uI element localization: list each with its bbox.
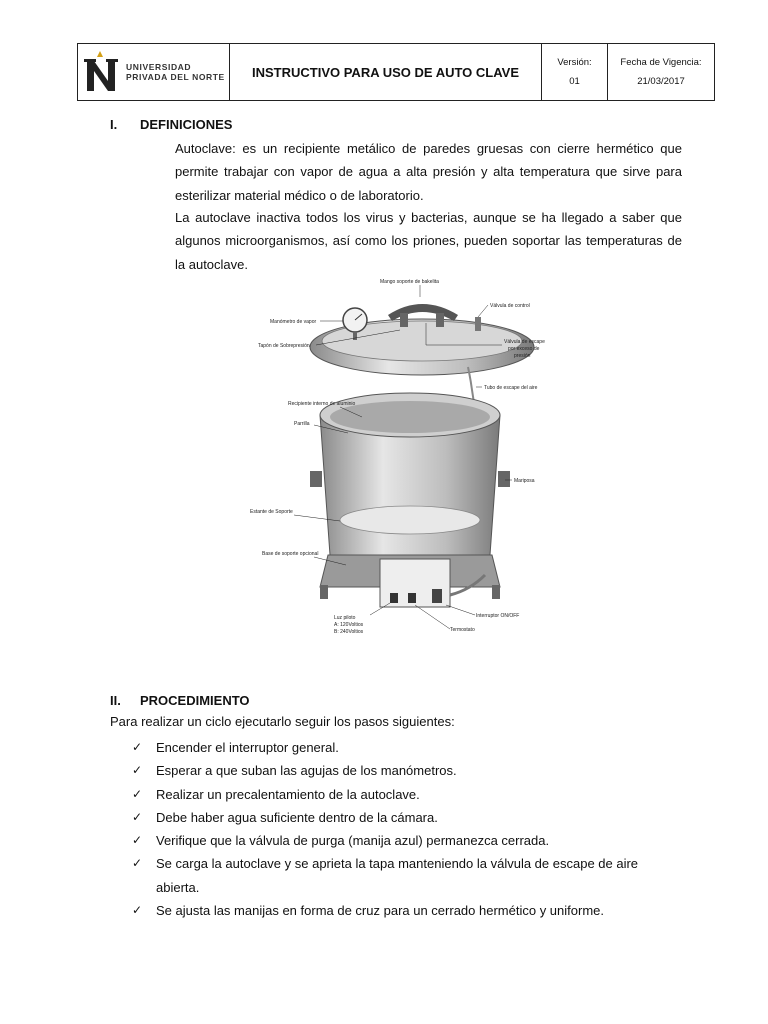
list-item [132,829,684,852]
date-cell [608,44,714,100]
list-item [132,759,684,782]
logo-line-1: UNIVERSIDAD [126,62,192,72]
label-base: Base de soporte opcional [262,551,319,557]
procedure-intro: Para realizar un ciclo ejecutarlo seguir los pasos siguientes: [110,714,455,729]
checkmark-icon: ✓ [132,833,143,848]
section-2-number: II. [110,693,121,708]
list-item [132,899,684,922]
procedure-steps [132,736,684,922]
date-label: Fecha de Vigencia: [620,57,702,68]
label-interruptor: Interruptor ON/OFF [476,613,520,619]
logo-line-2: PRIVADA DEL NORTE [126,72,225,82]
checkmark-icon: ✓ [132,809,143,824]
step-text: Realizar un precalentamiento de la autoclave. [156,786,420,802]
step-text: Se carga la autoclave y se aprieta la tapa manteniendo la válvula de escape de aire abierta. [156,856,639,895]
label-valvula-escape-2: por exceso de [508,346,540,352]
date-value: 21/03/2017 [637,76,685,87]
autoclave-diagram [250,275,550,645]
step-text: Debe haber agua suficiente dentro de la cámara. [156,809,438,825]
checkmark-icon: ✓ [132,903,143,918]
definition-paragraph-1: Autoclave: es un recipiente metálico de paredes gruesas con cierre hermético que permite trabajar con vapor de agua a alta presión y alta temperatura que sirve para esterilizar material médico o de laboratorio. [175,141,682,203]
version-value: 01 [569,76,580,87]
document-title: INSTRUCTIVO PARA USO DE AUTO CLAVE [230,44,542,100]
label-tubo: Tubo de escape del aire [484,385,538,391]
section-1-heading [110,117,232,132]
label-luz-1: Luz piloto [334,615,356,621]
label-luz-2: A: 120Voltios [334,622,364,628]
checkmark-icon: ✓ [132,740,143,754]
label-valvula-control: Válvula de control [490,303,530,309]
label-valvula-escape-1: Válvula de escape [504,339,545,345]
version-cell [542,44,608,100]
list-item [132,806,684,829]
section-2-title: PROCEDIMIENTO [140,693,250,708]
label-luz-3: B: 240Voltios [334,629,364,635]
list-item [132,852,684,899]
section-2-heading [110,693,250,708]
checkmark-icon: ✓ [132,763,143,778]
checkmark-icon: ✓ [132,856,143,871]
logo-text [126,62,225,82]
step-text: Esperar a que suban las agujas de los manómetros. [156,763,457,779]
label-recipiente: Recipiente interno de aluminio [288,401,356,407]
label-valvula-escape-3: presión [514,353,531,359]
label-parrilla: Parrilla [294,421,310,427]
label-manometro: Manómetro de vapor [270,319,317,325]
document-header [77,43,715,101]
label-estante: Estante de Soporte [250,509,293,515]
label-termostato: Termostato [450,627,475,633]
version-label: Versión: [557,57,592,68]
logo-cell [78,44,230,100]
checkmark-icon: ✓ [132,786,143,801]
label-mango: Mango soporte de bakelita [380,279,439,285]
section-1-number: I. [110,117,118,132]
university-logo-icon [84,49,120,95]
list-item [132,783,684,806]
step-text: Encender el interruptor general. [156,740,339,755]
step-text: Verifique que la válvula de purga (manija azul) permanezca cerrada. [156,833,550,849]
definition-paragraph-2: La autoclave inactiva todos los virus y bacterias, aunque se ha llegado a saber que algunos microorganismos, así como los priones, pueden soportar las temperaturas de la autoclave. [175,210,682,272]
step-text: Se ajusta las manijas en forma de cruz para un cerrado hermético y uniforme. [156,903,604,919]
label-mariposa: Mariposa [514,478,535,484]
label-tapon: Tapón de Sobrepresión [258,343,310,349]
section-1-title: DEFINICIONES [140,117,233,132]
list-item [132,736,684,759]
